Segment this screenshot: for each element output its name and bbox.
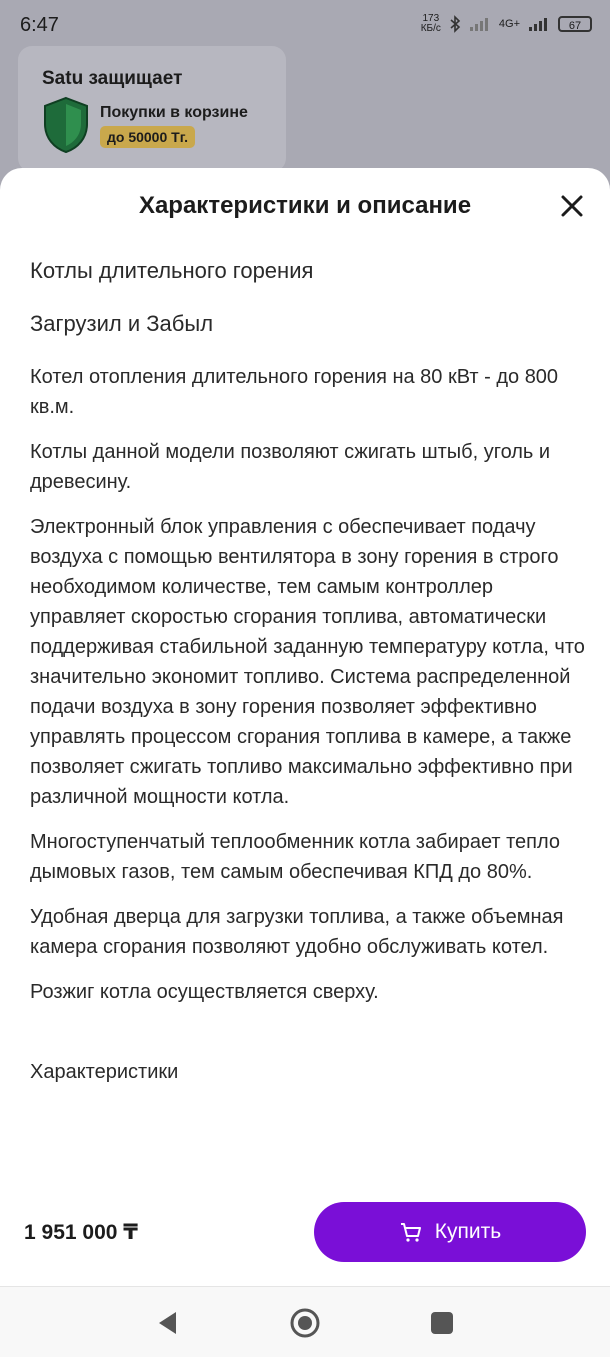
back-icon[interactable]: [150, 1305, 186, 1341]
cart-icon: [399, 1220, 423, 1244]
protection-title: Satu защищает: [42, 68, 183, 89]
description-paragraph: Котлы длительного горения: [30, 258, 314, 283]
network-type: 4G+: [498, 18, 520, 30]
status-bar: [0, 0, 610, 44]
status-time: 6:47: [20, 14, 59, 36]
content-fade: [0, 1158, 610, 1188]
speed-unit: КБ/с: [420, 23, 441, 34]
bluetooth-icon: [449, 15, 461, 33]
protection-text: Покупки в корзине: [100, 104, 248, 121]
network-speed: [421, 14, 441, 34]
home-icon[interactable]: [287, 1305, 323, 1341]
description-paragraph: Многоступенчатый теплообменник котла забирает тепло дымовых газов, тем самым обеспечивая КПД до 80%.: [30, 831, 561, 883]
close-icon[interactable]: [558, 192, 586, 220]
description-content[interactable]: [30, 256, 590, 1176]
description-paragraph: Котлы данной модели позволяют сжигать штыб, уголь и древесину.: [30, 441, 551, 493]
recents-icon[interactable]: [424, 1305, 460, 1341]
description-paragraph: Удобная дверца для загрузки топлива, а также объемная камера сгорания позволяют удобно обслуживать котел.: [30, 906, 564, 958]
description-sheet: [0, 168, 610, 1288]
protection-card[interactable]: [18, 46, 286, 172]
sheet-title: Характеристики и описание: [138, 192, 472, 219]
speed-value: 173: [422, 13, 440, 24]
description-paragraph: Электронный блок управления с обеспечивает подачу воздуха с помощью вентилятора в зону горения в строго необходимом количестве, тем самым контроллер управляет скоростью сгорания топлива, автоматически поддерживая стабильной заданную температуру котла, что значительно экономит топливо. Система распределенной подачи воздуха в зону горения позволяет эффективно управлять процессом сгорания топлива в камере, а также позволяет сжигать топливо максимально эффективно при различной мощности котла.: [30, 516, 585, 808]
system-nav-bar: [0, 1286, 610, 1357]
battery-icon: 67: [558, 16, 592, 32]
status-icons: [421, 14, 592, 34]
characteristics-heading: Характеристики: [30, 1061, 179, 1083]
description-paragraph: Загрузил и Забыл: [30, 311, 214, 336]
buy-button[interactable]: [314, 1202, 586, 1262]
description-paragraph: Котел отопления длительного горения на 80 кВт - до 800 кв.м.: [30, 366, 559, 418]
signal-icon-2: [528, 17, 550, 31]
price: 1 951 000 ₸: [24, 1221, 138, 1244]
buy-label: Купить: [434, 1220, 502, 1243]
description-paragraph: Розжиг котла осуществляется сверху.: [30, 981, 379, 1003]
shield-icon: [42, 96, 90, 154]
protection-badge: до 50000 Тг.: [100, 126, 195, 148]
signal-icon: [469, 17, 491, 31]
purchase-bar: [0, 1196, 610, 1284]
